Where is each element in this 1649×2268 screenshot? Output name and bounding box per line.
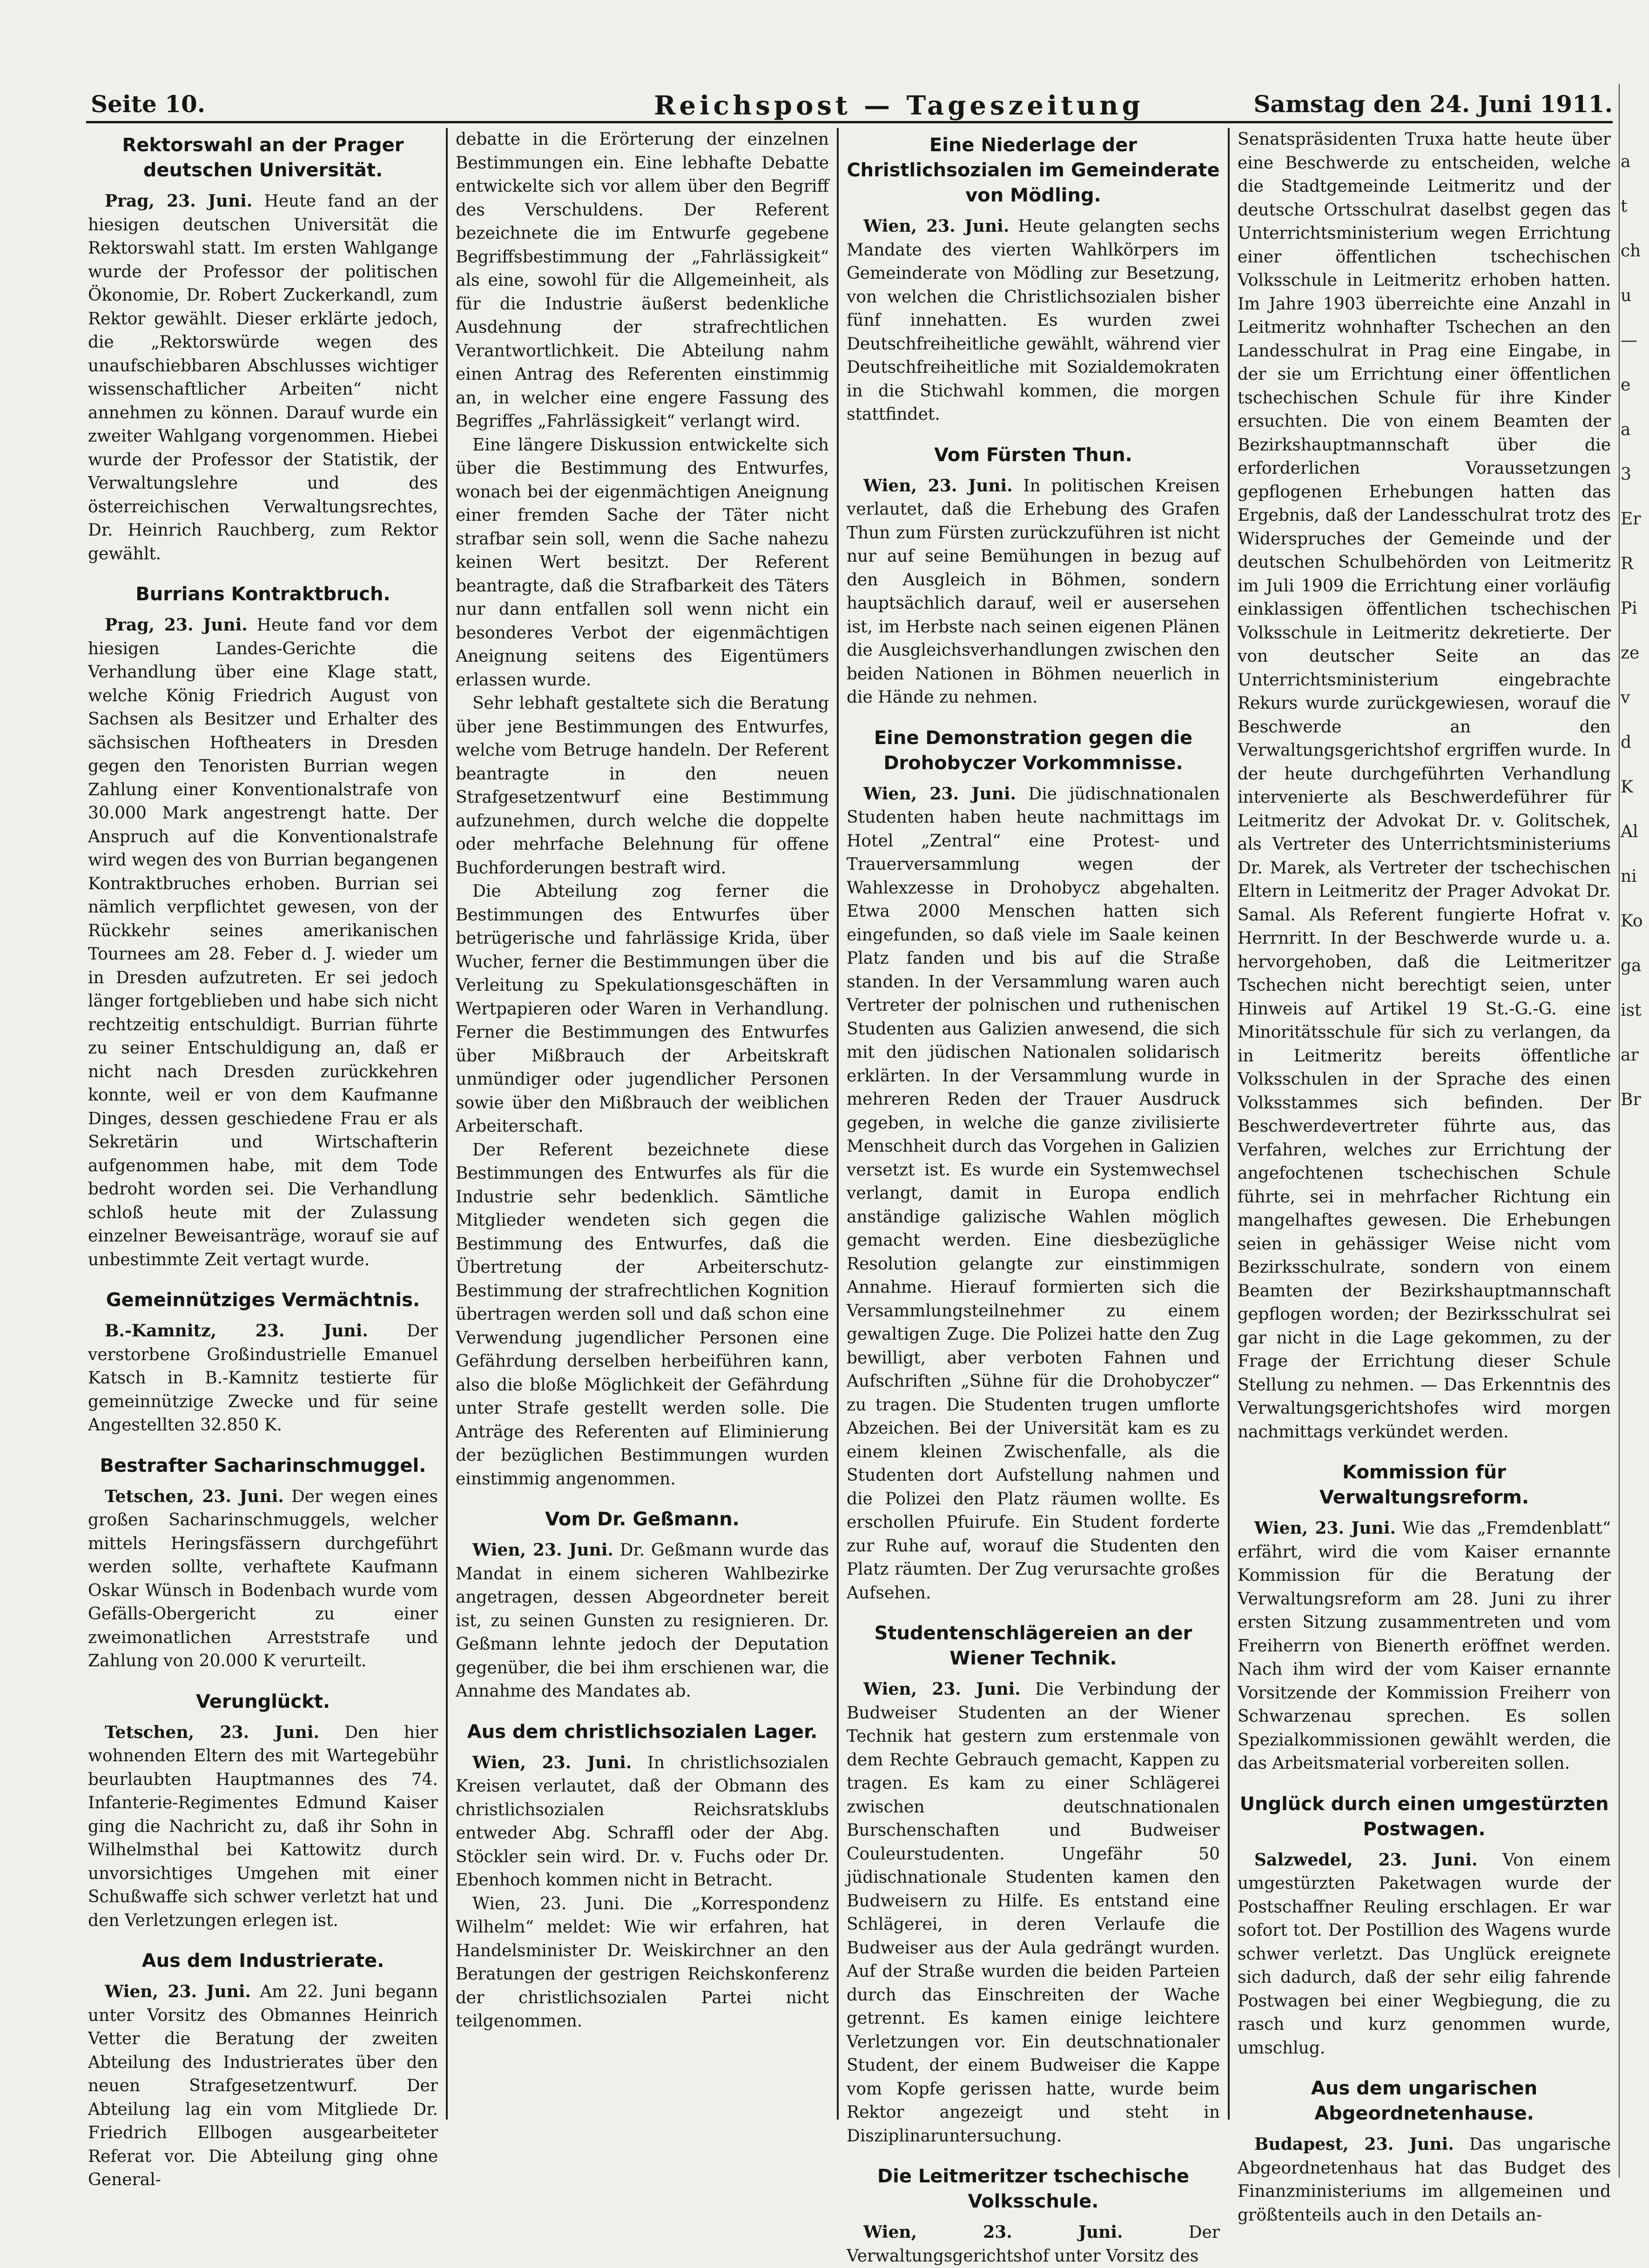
article-dateline: B.-Kamnitz, 23. Juni. — [105, 1321, 368, 1341]
article-paragraph — [456, 1139, 829, 1491]
article-paragraph — [1238, 2133, 1611, 2227]
article-headline: Verunglückt. — [195, 1691, 330, 1712]
article-paragraph — [88, 1319, 438, 1437]
column-rule — [446, 128, 448, 2120]
article — [1238, 1460, 1611, 1776]
article-dateline: Prag, 23. Juni. — [105, 191, 253, 211]
article-paragraph — [847, 474, 1220, 710]
bleed-fragment: Er — [1621, 510, 1641, 529]
paragraph-text: Den hier wohnenden Eltern des mit Wartegebühr beurlaubten Hauptmannes des 74. Infanterie-Regimentes Edmund Kaiser ging die Nachricht zu, daß ihr Sohn in Wilhelmsthal bei Kattowitz durch unvorsichtiges Umgehen mit einer Schußwaffe sich schwer verletzt hat und den Verletzungen erlegen ist. — [88, 1723, 438, 1930]
paragraph-text: Die jüdischnationalen Studenten haben heute nachmittags im Hotel „Zentral“ eine Protest- und Trauerversammlung wegen der Wahlexzesse in Drohobycz abgehalten. Etwa 2000 Menschen hatten sich eingefunden, so daß viele im Saale keinen Platz fanden und bis auf die Straße standen. In der Versammlung waren auch Vertreter der polnischen und ruthenischen Studenten aus Galizien anwesend, die sich mit den jüdischen Nationalen solidarisch erklärten. In der Versammlung wurde in mehreren Reden der Trauer Ausdruck gegeben, in welche die ganze zivilisierte Menschheit durch das Vorgehen in Galizien versetzt ist. Es wurde ein Systemwechsel verlangt, damit in Europa endlich anständige galizische Wahlen möglich gemacht werden. Eine diesbezügliche Resolution gelangte zur einstimmigen Annahme. Hierauf formierten sich die Versammlungsteilnehmer zu einem gewaltigen Zuge. Die Polizei hatte den Zug bewilligt, aber verboten Fahnen und Aufschriften „Sühne für die Drohobyczer“ zu tragen. Die Studenten trugen umflorte Abzeichen. Bei der Universität kam es zu einem kleinen Zwischenfalle, als die Studenten dort Aufstellung nahmen und die Polizei den Platz räumen wollte. Es erschollen Pfuirufe. Ein Student forderte zur Ruhe auf, worauf die Studenten den Platz räumten. Der Zug verursachte großes Aufsehen. — [847, 784, 1220, 1603]
paragraph-text: In politischen Kreisen verlautet, daß die Erhebung des Grafen Thun zum Fürsten zurückzuführen ist nicht nur auf seine Bemühungen in bezug auf den Ausgleich in Böhmen, sondern hauptsächlich darauf, weil er ausersehen ist, im Herbste nach seinen eigenen Plänen die Ausgleichsverhandlungen zwischen den beiden Nationen in Böhmen neuerlich in die Hände zu nehmen. — [847, 476, 1220, 707]
article — [847, 443, 1220, 710]
article-paragraph — [847, 215, 1220, 427]
article — [847, 725, 1220, 1605]
article-headline: Burrians Kontraktbruch. — [135, 584, 390, 605]
bleed-fragment: R — [1621, 554, 1634, 573]
article — [88, 1689, 438, 1933]
article-dateline: Salzwedel, 23. Juni. — [1254, 1850, 1478, 1870]
paragraph-text: debatte in die Erörterung der einzelnen Bestimmungen ein. Eine lebhafte Debatte entwickelte sich vor allem über den Begriff des Verschuldens. Der Referent bezeichnete die im Entwurfe gegebene Begriffsbestimmung der „Fahrlässigkeit“ als eine, sowohl für die Allgemeinheit, als für die Industrie äußerst bedenkliche Ausdehnung der strafrechtlichen Verantwortlichkeit. Die Abteilung nahm einen Antrag des Referenten einstimmig an, in welcher eine engere Fassung des Begriffes „Fahrlässigkeit“ verlangt wird. — [456, 130, 829, 431]
paragraph-text: Eine längere Diskussion entwickelte sich über die Bestimmung des Entwurfes, wonach bei der eigenmächtigen Aneignung einer fremden Sache der Täter nicht strafbar sein soll, wenn die Sache nahezu keinen Wert besitzt. Der Referent beantragte, daß die Strafbarkeit des Täters nur dann entfallen soll wenn nicht ein besonderes Verbot der eigenmächtigen Aneignung seitens des Eigentümers erlassen wurde. — [456, 435, 829, 690]
page-number: Seite 10. — [91, 90, 206, 118]
column-4 — [1231, 128, 1617, 2225]
bleed-fragment: ze — [1621, 644, 1640, 663]
paragraph-text: Dr. Geßmann wurde das Mandat in einem sicheren Wahlbezirke angetragen, dessen Abgeordneter bereit ist, zu seinen Gunsten zu resignieren. Dr. Geßmann lehnte jedoch der Deputation gegenüber, die bei ihm erschienen war, die Annahme des Mandates ab. — [456, 1541, 829, 1701]
article — [1238, 1792, 1611, 2060]
article-dateline: Wien, 23. Juni. — [105, 1982, 251, 2001]
bleed-fragment: v — [1621, 688, 1630, 707]
article — [88, 1453, 438, 1673]
article — [847, 133, 1220, 427]
article — [88, 133, 438, 566]
article — [88, 1948, 438, 2192]
article — [847, 2164, 1220, 2268]
bleed-fragment: 3 — [1621, 465, 1631, 484]
article-paragraph — [847, 1678, 1220, 2148]
article-dateline: Wien, 23. Juni. — [863, 2222, 1123, 2242]
article-paragraph — [456, 1538, 829, 1704]
article-headline: Vom Fürsten Thun. — [934, 444, 1132, 466]
article-headline: Aus dem Industrierate. — [141, 1950, 384, 1972]
article-headline: Aus dem christlichsozialen Lager. — [467, 1721, 818, 1743]
article-dateline: Wien, 23. Juni. — [1254, 1518, 1396, 1538]
article-paragraph — [456, 1892, 829, 2033]
article — [456, 1719, 829, 2033]
column-1 — [81, 128, 444, 2189]
article-dateline: Tetschen, 23. Juni. — [105, 1486, 284, 1506]
paragraph-text: Das ungarische Abgeordnetenhaus hat das Budget des Finanzministeriums im allgemeinen und größtenteils auch in den Details an- — [1238, 2135, 1611, 2225]
article-dateline: Wien, 23. Juni. — [863, 1679, 1021, 1699]
article-paragraph — [88, 1721, 438, 1933]
paragraph-text: Senatspräsidenten Truxa hatte heute über eine Beschwerde zu entscheiden, welche die Stadtgemeinde Leitmeritz und der deutsche Ortsschulrat daselbst gegen das Unterrichtsministerium wegen Errichtung einer öffentlichen tschechischen Volksschule in Leitmeritz erhoben hatten. Im Jahre 1903 überreichte eine Anzahl in Leitmeritz wohnhafter Tschechen an den Landesschulrat in Prag eine Eingabe, in der sie um Errichtung einer öffentlichen tschechischen Schule für ihre Kinder ersuchten. Die von einem Beamten der Bezirkshauptmannschaft über die erforderlichen Voraussetzungen gepflogenen Erhebungen hatten das Ergebnis, daß der Landesschulrat trotz des Widerspruches der Gemeinde und der deutschen Schulbehörden von Leitmeritz im Juli 1909 die Errichtung einer vorläufig einklassigen öffentlichen tschechischen Volksschule in Leitmeritz dekretierte. Der von deutscher Seite an das Unterrichtsministerium eingebrachte Rekurs wurde zurückgewiesen, worauf die Beschwerde an den Verwaltungsgerichtshof ergriffen wurde. In der heute durchgeführten Verhandlung intervenierte als Beschwerdeführer für Leitmeritz der Advokat Dr. v. Golitschek, als Vertreter des Unterrichtsministeriums Dr. Marek, als Vertreter der tschechischen Eltern in Leitmeritz der Prager Advokat Dr. Samal. Als Referent fungierte Hofrat v. Herrnritt. In der Beschwerde wurde u. a. hervorgehoben, daß die Leitmeritzer Tschechen nicht berechtigt seien, unter Hinweis auf Artikel 19 St.-G.-G. eine Minoritätsschule für sich zu verlangen, da in Leitmeritz bereits öffentliche Volksschulen in der Sprache des einen Volksstammes sich befinden. Der Beschwerdevertreter führte aus, das Verfahren, welches zur Errichtung der angefochtenen tschechischen Schule führte, sei in mehrfacher Richtung ein mangelhaftes gewesen. Die Erhebungen seien in gehässiger Weise nicht vom Bezirksschulrate, sondern von einem Beamten der Bezirkshauptmannschaft gepflogen worden; der Bezirksschulrat sei gar nicht in die Lage gekommen, zu der Frage der Errichtung dieser Schule Stellung zu nehmen. — Das Erkenntnis des Verwaltungsgerichtshofes wird morgen nachmittags verkündet werden. — [1238, 130, 1611, 1442]
article-headline: Eine Niederlage der Christlichsozialen im Gemeinderate von Mödling. — [847, 134, 1220, 206]
paragraph-text: In christlichsozialen Kreisen verlautet, daß der Obmann des christlichsozialen Reichsratsklubs entweder Abg. Schraffl oder der Abg. Stöckler sein wird. Dr. v. Fuchs oder Dr. Ebenhoch kommen nicht in Betracht. — [456, 1753, 829, 1890]
bleed-fragment: t — [1621, 197, 1628, 216]
article-paragraph — [1238, 1516, 1611, 1776]
article-headline: Bestrafter Sacharinschmuggel. — [100, 1455, 426, 1476]
article-paragraph — [847, 2221, 1220, 2268]
article-dateline: Tetschen, 23. Juni. — [105, 1722, 319, 1742]
bleed-fragment: Br — [1621, 1090, 1641, 1109]
article — [88, 1288, 438, 1437]
paragraph-text: Am 22. Juni begann unter Vorsitz des Obmannes Heinrich Vetter die Beratung der zweiten Abteilung des Industrierates über den neuen Strafgesetzentwurf. Der Abteilung lag ein vom Mitgliede Dr. Friedrich Ellbogen ausgearbeiteter Referat vor. Die Abteilung ging ohne General- — [88, 1982, 438, 2189]
article-paragraph — [456, 880, 829, 1139]
paragraph-text: Die Abteilung zog ferner die Bestimmungen des Entwurfes über betrügerische und fahrlässige Krida, über Wucher, ferner die Bestimmungen über die Verleitung zu Spekulationsgeschäften in Wertpapieren oder Waren in Verhandlung. Ferner die Bestimmungen des Entwurfes über Mißbrauch der Arbeitskraft unmündiger oder jugendlicher Personen sowie über den Mißbrauch der weiblichen Arbeiterschaft. — [456, 882, 829, 1136]
paragraph-text: Heute fand an der hiesigen deutschen Universität die Rektorswahl statt. Im ersten Wahlgange wurde der Professor der politischen Ökonomie, Dr. Robert Zuckerkandl, zum Rektor gewählt. Dieser erklärte jedoch, die „Rektorswürde wegen des unaufschiebbaren Abschlusses wichtiger wissenschaftlicher Arbeiten“ nicht annehmen zu können. Darauf wurde ein zweiter Wahlgang vorgenommen. Hiebei wurde der Professor der Statistik, der Verwaltungslehre und des österreichischen Verwaltungsrechtes, Dr. Heinrich Rauchberg, zum Rektor gewählt. — [88, 192, 438, 564]
article-dateline: Wien, 23. Juni. — [863, 216, 1010, 236]
article — [456, 128, 829, 1491]
paragraph-text: Der wegen eines großen Sacharinschmuggels, welcher mittels Heringsfässern durchgeführt werden sollte, verhaftete Kaufmann Oskar Wünsch in Bodenbach wurde vom Gefälls-Obergericht zu einer zweimonatlichen Arreststrafe und Zahlung von 20.000 K verurteilt. — [88, 1487, 438, 1671]
paragraph-text: Heute fand vor dem hiesigen Landes-Gerichte die Verhandlung über eine Klage statt, welche König Friedrich August von Sachsen als Besitzer und Erhalter des sächsischen Hoftheaters in Dresden gegen den Tenoristen Burrian wegen Zahlung einer Konventionalstrafe von 30.000 Mark angestrengt hatte. Der Anspruch auf die Konventionalstrafe wird wegen des von Burrian begangenen Kontraktbruches erhoben. Burrian sei nämlich verpflichtet gewesen, von der Rückkehr seines amerikanischen Tournees am 28. Feber d. J. wieder um in Dresden aufzutreten. Er sei jedoch länger fortgeblieben und habe sich nicht rechtzeitig entschuldigt. Burrian führte zu seiner Entschuldigung an, daß er nicht nach Dresden zurückkehren konnte, weil er von dem Kaufmanne Dinges, dessen geschiedene Frau er als Sekretärin und Wirtschafterin aufgenommen habe, mit dem Tode bedroht worden sei. Die Verhandlung schloß heute mit der Zulassung einzelner Beweisanträge, worauf sie auf unbestimmte Zeit vertagt wurde. — [88, 616, 438, 1269]
bleed-fragment: a — [1621, 152, 1631, 171]
article — [456, 1507, 829, 1704]
bleed-fragment: ar — [1621, 1046, 1639, 1065]
article-dateline: Budapest, 23. Juni. — [1254, 2134, 1454, 2154]
article-dateline: Prag, 23. Juni. — [105, 615, 248, 635]
article-dateline: Wien, 23. Juni. — [863, 476, 1013, 496]
article-headline: Vom Dr. Geßmann. — [545, 1509, 740, 1530]
paragraph-text: Sehr lebhaft gestaltete sich die Beratung über jene Bestimmungen des Entwurfes, welche vom Betruge handeln. Der Referent beantragte in den neuen Strafgesetzentwurf eine Bestimmung aufzunehmen, durch welche die doppelte oder mehrfache Belehnung für offene Buchforderungen bestraft wird. — [456, 694, 829, 878]
article-headline: Rektorswahl an der Prager deutschen Universität. — [122, 134, 404, 181]
article-paragraph — [1238, 128, 1611, 1444]
bleed-fragment: K — [1621, 778, 1633, 797]
article — [88, 582, 438, 1272]
paragraph-text: Der Verwaltungsgerichtshof unter Vorsitz des — [847, 2223, 1220, 2266]
article-headline: Die Leitmeritzer tschechische Volksschule. — [877, 2166, 1190, 2212]
article — [847, 1621, 1220, 2148]
paragraph-text: Die Verbindung der Budweiser Studenten an der Wiener Technik hat gestern zum erstenmale von dem Rechte Gebrauch gemacht, Kappen zu tragen. Es kam zu einer Schlägerei zwischen deutschnationalen Burschenschaften und Budweiser Couleurstudenten. Ungefähr 50 jüdischnationale Studenten kamen den Budweisern zu Hilfe. Es entstand eine Schlägerei, in deren Verlaufe die Budweiser aus der Aula gedrängt wurden. Auf der Straße wurden die beiden Parteien durch das Einschreiten der Wache getrennt. Es kamen einige leichtere Verletzungen vor. Ein deutschnationaler Student, der einem Budweiser die Kappe vom Kopfe gerissen hatte, wurde beim Rektor angezeigt und steht in Disziplinaruntersuchung. — [847, 1680, 1220, 2146]
page-header — [86, 88, 1613, 123]
article-dateline: Wien, 23. Juni. — [472, 1540, 613, 1560]
column-rule — [1228, 128, 1230, 2120]
article-paragraph — [1238, 1848, 1611, 2060]
bleed-fragment: ist — [1621, 1001, 1642, 1020]
article — [1238, 128, 1611, 1444]
column-rule — [837, 128, 839, 2120]
article-headline: Unglück durch einen umgestürzten Postwagen. — [1239, 1793, 1609, 1840]
bleed-fragment: Ko — [1621, 912, 1643, 931]
page-edge — [1619, 84, 1620, 2178]
paragraph-text: Von einem umgestürzten Paketwagen wurde der Postschaffner Reuling erschlagen. Er war sofort tot. Der Postillion des Wagens wurde schwer verletzt. Das Unglück ereignete sich dadurch, daß der sehr eilig fahrende Postwagen bei einer Wegbiegung, die zu rasch und kurz genommen wurde, umschlug. — [1238, 1850, 1611, 2058]
bleed-fragment: ch — [1621, 242, 1641, 261]
bleed-fragment: ga — [1621, 956, 1642, 975]
bleed-fragment: a — [1621, 420, 1631, 439]
paragraph-text: Heute gelangten sechs Mandate des vierten Wahlkörpers im Gemeinderate von Mödling zur Besetzung, von welchen die Christlichsozialen bisher fünf innehatten. Es wurden zwei Deutschfreiheitliche gewählt, während vier Deutschfreiheitliche mit Sozialdemokraten in die Stichwahl kommen, die morgen stattfindet. — [847, 217, 1220, 424]
bleed-fragment: — — [1621, 331, 1637, 350]
column-2 — [449, 128, 835, 2120]
article-paragraph — [456, 434, 829, 692]
paragraph-text: Der verstorbene Großindustrielle Emanuel Katsch in B.-Kamnitz testierte für gemeinnützige Zwecke und für seine Angestellten 32.850 K. — [88, 1322, 438, 1435]
article-headline: Studentenschlägereien an der Wiener Technik. — [874, 1623, 1192, 1669]
bleed-fragment: Al — [1621, 822, 1638, 841]
paragraph-text: Der Referent bezeichnete diese Bestimmungen des Entwurfes als für die Industrie sehr bedenklich. Sämtliche Mitglieder wendeten sich gegen die Bestimmung des Entwurfes, daß die Übertretung der Arbeiterschutz-Bestimmung der strafrechtlichen Kognition übertragen werden soll und daß schon eine Verwendung jugendlicher Personen eine Gefährdung derselben herbeiführen kann, also die bloße Möglichkeit der Gefährdung unter Strafe gestellt werden solle. Die Anträge des Referenten auf Eliminierung der bezüglichen Bestimmungen wurden einstimmig angenommen. — [456, 1140, 829, 1489]
bleed-fragment: u — [1621, 286, 1632, 305]
article-paragraph — [456, 692, 829, 880]
article — [1238, 2076, 1611, 2227]
bleed-fragment: d — [1621, 733, 1632, 752]
article-dateline: Wien, 23. Juni. — [472, 1752, 632, 1772]
article-paragraph — [88, 1485, 438, 1673]
bleed-fragment: Pi — [1621, 599, 1637, 618]
article-paragraph — [88, 1980, 438, 2192]
article-headline: Eine Demonstration gegen die Drohobyczer Vorkommnisse. — [874, 727, 1193, 774]
masthead-title: Reichspost — Tageszeitung — [654, 90, 1144, 121]
article-paragraph — [847, 782, 1220, 1605]
article-paragraph — [88, 189, 438, 566]
bleed-fragment: e — [1621, 376, 1631, 395]
article-paragraph — [88, 613, 438, 1272]
issue-date: Samstag den 24. Juni 1911. — [1253, 90, 1613, 118]
article-paragraph — [456, 128, 829, 434]
article-paragraph — [456, 1751, 829, 1892]
paragraph-text: Wie das „Fremdenblatt“ erfährt, wird die vom Kaiser ernannte Kommission für die Beratung der Verwaltungsreform am 28. Juni zu ihrer ersten Sitzung zusammentreten und vom Freiherrn von Bienerth eröffnet werden. Nach ihm wird der vom Kaiser ernannte Vorsitzende der Kommission Freiherr von Schwarzenau sprechen. Es sollen Spezialkommissionen gewählt werden, die das Arbeitsmaterial vorbereiten sollen. — [1238, 1519, 1611, 1773]
article-headline: Gemeinnütziges Vermächtnis. — [106, 1289, 420, 1311]
article-dateline: Wien, 23. Juni. — [863, 784, 1016, 804]
article-headline: Kommission für Verwaltungsreform. — [1319, 1462, 1529, 1508]
adjacent-page-bleed — [1621, 140, 1649, 2094]
paragraph-text: Wien, 23. Juni. Die „Korrespondenz Wilhelm“ meldet: Wie wir erfahren, hat Handelsminister Dr. Weiskirchner an den Beratungen der gestrigen Reichskonferenz der christlichsozialen Partei nicht teilgenommen. — [456, 1894, 829, 2031]
bleed-fragment: ni — [1621, 867, 1637, 886]
article-headline: Aus dem ungarischen Abgeordnetenhause. — [1311, 2078, 1538, 2124]
column-3 — [840, 128, 1226, 2266]
